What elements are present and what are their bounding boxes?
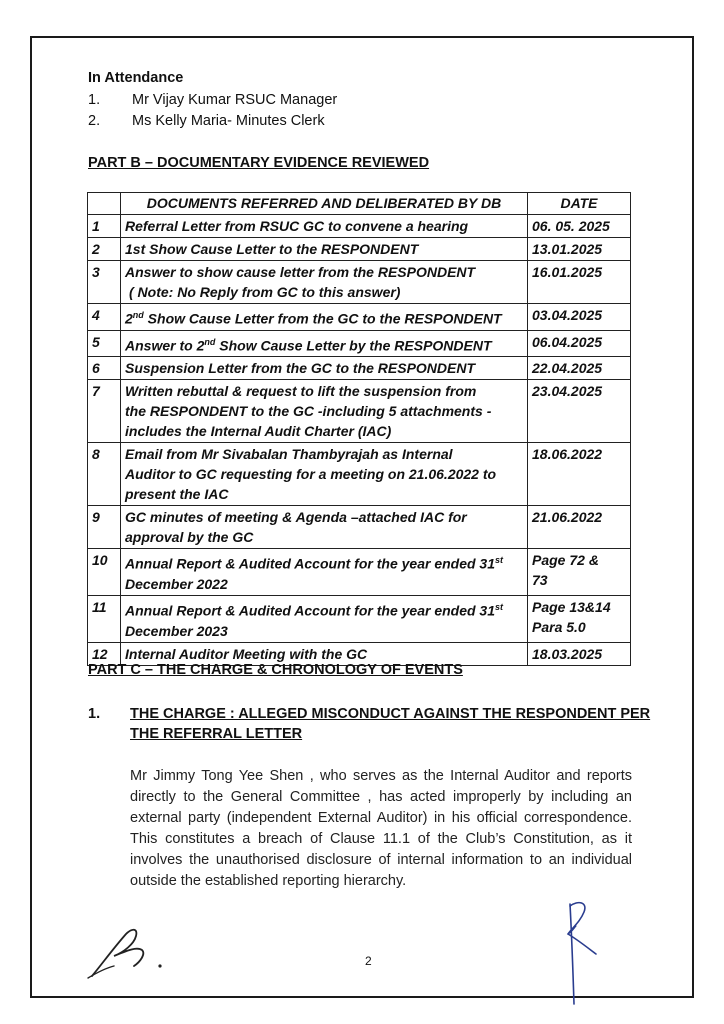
table-header-row	[88, 193, 631, 215]
row-document-line: Auditor to GC requesting for a meeting on 21.06.2022 to	[125, 466, 497, 483]
attendance-item: Ms Kelly Maria- Minutes Clerk	[132, 113, 325, 129]
table-row	[88, 380, 631, 443]
row-document	[121, 595, 528, 642]
ordinal-suffix: nd	[132, 310, 144, 320]
row-date: 16.01.2025	[528, 261, 631, 304]
row-document: Internal Auditor Meeting with the GC	[121, 642, 528, 665]
doc-text: 2	[125, 310, 133, 327]
attendance-item: Mr Vijay Kumar RSUC Manager	[132, 92, 338, 108]
table-row	[88, 304, 631, 331]
charge-paragraph: Mr Jimmy Tong Yee Shen , who serves as the Internal Auditor and reports directly to the General Committee , has acted improperly by including an external party (independent External Auditor) in his official correspondence. This constitutes a breach of Clause 11.1 of the Club’s Constitution, as it involves the unauthorised disclosure of internal information to an individual outside the established reporting hierarchy.	[130, 768, 632, 889]
table-row	[88, 215, 631, 238]
header-documents: DOCUMENTS REFERRED AND DELIBERATED BY DB	[121, 193, 528, 215]
row-number: 7	[88, 380, 121, 443]
row-document-line: approval by the GC	[125, 529, 254, 546]
section-number: 1.	[88, 706, 101, 722]
row-date-line: Para 5.0	[532, 618, 586, 635]
ordinal-suffix: st	[495, 555, 504, 566]
row-document-line: the RESPONDENT to the GC -including 5 attachments -	[125, 403, 492, 420]
row-date-line: Page 72 &	[532, 552, 599, 569]
row-document: Referral Letter from RSUC GC to convene a hearing	[121, 215, 528, 238]
row-number: 4	[88, 304, 121, 331]
header-number-cell	[88, 193, 121, 215]
row-date: 22.04.2025	[528, 357, 631, 380]
ordinal-suffix: st	[495, 601, 504, 612]
row-date: 18.06.2022	[528, 443, 631, 506]
row-number: 9	[88, 506, 121, 549]
row-date: 03.04.2025	[528, 304, 631, 331]
table-row	[88, 330, 631, 357]
row-date: 06. 05. 2025	[528, 215, 631, 238]
doc-text: Show Cause Letter from the GC to the RESPONDENT	[143, 310, 502, 327]
part-b-heading: PART B – DOCUMENTARY EVIDENCE REVIEWED	[88, 155, 430, 171]
row-number: 12	[88, 642, 121, 665]
row-number: 11	[88, 595, 121, 642]
row-date: 23.04.2025	[528, 380, 631, 443]
attendance-item-number: 1.	[88, 92, 101, 108]
attendance-item-number: 2.	[88, 113, 101, 129]
doc-text: Annual Report & Audited Account for the year ended 31	[125, 602, 496, 619]
row-document-line: Email from Mr Sivabalan Thambyrajah as Internal	[125, 446, 453, 463]
row-document-line: present the IAC	[125, 486, 229, 503]
row-document-line: GC minutes of meeting & Agenda –attached IAC for	[125, 509, 467, 526]
row-document	[121, 261, 528, 304]
row-date: 13.01.2025	[528, 238, 631, 261]
row-date-line: Page 13&14	[532, 598, 611, 615]
table-row	[88, 443, 631, 506]
row-date: 21.06.2022	[528, 506, 631, 549]
row-date-line: 73	[532, 572, 548, 589]
header-date: DATE	[528, 193, 631, 215]
table-row	[88, 506, 631, 549]
row-document	[121, 304, 528, 331]
table-row	[88, 261, 631, 304]
table-row	[88, 595, 631, 642]
left-signature-icon	[84, 920, 174, 982]
row-document-line	[125, 550, 523, 574]
row-number: 3	[88, 261, 121, 304]
right-signature-icon	[548, 892, 608, 1008]
row-document	[121, 506, 528, 549]
attendance-heading: In Attendance	[88, 70, 184, 86]
row-date: 18.03.2025	[528, 642, 631, 665]
row-document	[121, 380, 528, 443]
row-number: 2	[88, 238, 121, 261]
table-row	[88, 549, 631, 596]
part-c-heading: PART C – THE CHARGE & CHRONOLOGY OF EVENTS	[88, 662, 463, 678]
row-document	[121, 330, 528, 357]
row-document	[121, 443, 528, 506]
ordinal-suffix: nd	[204, 336, 216, 347]
page-number: 2	[365, 954, 372, 968]
table-row	[88, 238, 631, 261]
row-document: 1st Show Cause Letter to the RESPONDENT	[121, 238, 528, 261]
row-document-line: includes the Internal Audit Charter (IAC)	[125, 423, 392, 440]
row-number: 6	[88, 357, 121, 380]
doc-text: Show Cause Letter by the RESPONDENT	[215, 337, 492, 354]
row-number: 5	[88, 330, 121, 357]
row-number: 10	[88, 549, 121, 596]
row-date: 06.04.2025	[528, 330, 631, 357]
row-document-line	[125, 597, 523, 621]
row-document-line: Answer to show cause letter from the RESPONDENT	[125, 264, 476, 280]
row-document-line: December 2022	[125, 575, 228, 592]
row-date	[528, 595, 631, 642]
row-document-note: ( Note: No Reply from GC to this answer)	[129, 284, 401, 300]
section-title: THE CHARGE : ALLEGED MISCONDUCT AGAINST THE RESPONDENT PER	[130, 706, 651, 722]
row-document-line: Written rebuttal & request to lift the suspension from	[125, 383, 477, 400]
row-number: 8	[88, 443, 121, 506]
row-document-line: December 2023	[125, 622, 228, 639]
doc-text: Answer to 2	[125, 337, 205, 354]
row-number: 1	[88, 215, 121, 238]
documents-table	[87, 192, 631, 666]
row-date	[528, 549, 631, 596]
table-row	[88, 357, 631, 380]
section-title-continued: THE REFERRAL LETTER	[130, 726, 303, 742]
doc-text: Annual Report & Audited Account for the year ended 31	[125, 555, 496, 572]
row-document: Suspension Letter from the GC to the RESPONDENT	[121, 357, 528, 380]
row-document	[121, 549, 528, 596]
